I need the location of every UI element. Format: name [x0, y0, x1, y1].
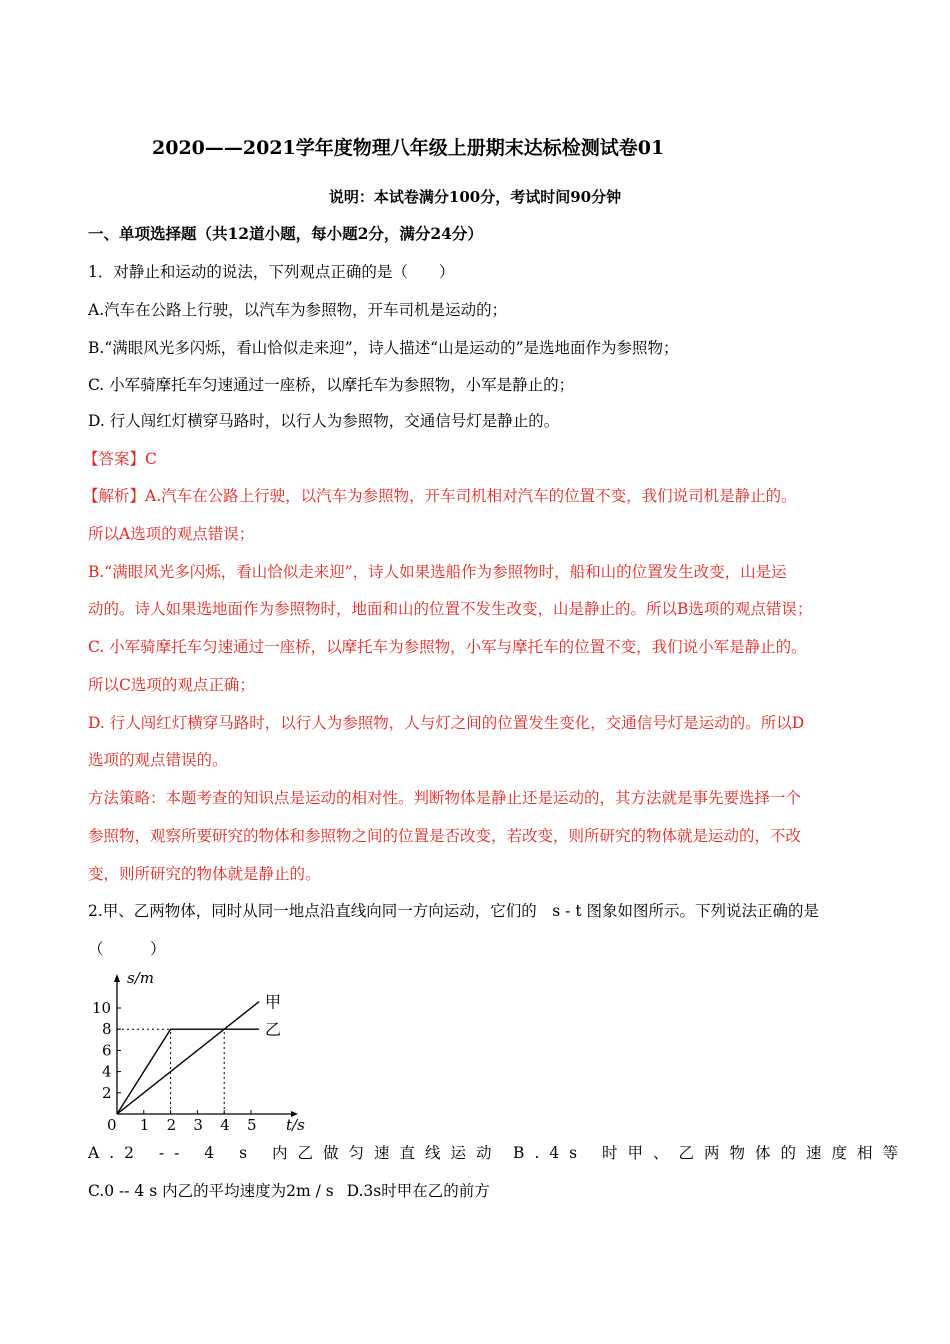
- exam-note: 说明：本试卷满分100分，考试时间90分钟: [328, 188, 622, 206]
- q2-options-row-1: [88, 1141, 909, 1163]
- q1-option-d: D. 行人闯红灯横穿马路时，以行人为参照物，交通信号灯是静止的。: [88, 412, 560, 430]
- series-label: 甲: [265, 992, 282, 1012]
- q2-option-b: B.4s 时甲、乙两物体的速度相等: [513, 1144, 909, 1162]
- q1-analysis-line: 所以C选项的观点正确；: [88, 676, 255, 694]
- x-tick-label: 0: [107, 1116, 117, 1134]
- q1-answer: 【答案】C: [83, 450, 157, 468]
- q1-analysis-line: 动的。诗人如果选地面作为参照物时，地面和山的位置不发生改变，山是静止的。所以B选项的观点错误；: [88, 600, 813, 618]
- q2-options-row-2: [88, 1179, 863, 1201]
- y-tick-label: 6: [102, 1041, 112, 1060]
- q1-option-b: B.“满眼风光多闪烁，看山恰似走来迎”，诗人描述“山是运动的”是选地面作为参照物；: [88, 339, 679, 357]
- page-title: 2020——2021学年度物理八年级上册期末达标检测试卷01: [152, 137, 665, 159]
- x-tick-label: 1: [139, 1116, 150, 1134]
- q1-analysis-line: 【解析】A.汽车在公路上行驶，以汽车为参照物，开车司机相对汽车的位置不变，我们说司机是静止的。: [83, 487, 797, 505]
- q1-analysis-line: 参照物，观察所要研究的物体和参照物之间的位置是否改变，若改变，则所研究的物体就是运动的，不改: [88, 827, 802, 845]
- q2-option-c: C.0 -- 4 s 内乙的平均速度为2m / s: [88, 1182, 334, 1200]
- series-line-jia: [117, 1002, 259, 1114]
- y-tick-label: 8: [102, 1020, 112, 1039]
- q2-option-a: A.2 -- 4 s 内乙做匀速直线运动: [88, 1144, 502, 1162]
- q1-analysis-line: 方法策略：本题考查的知识点是运动的相对性。判断物体是静止还是运动的，其方法就是事先要选择一个: [88, 789, 802, 807]
- q1-analysis-line: C. 小军骑摩托车匀速通过一座桥，以摩托车为参照物，小军与摩托车的位置不变，我们说小军是静止的。: [88, 638, 807, 656]
- q1-option-a: A.汽车在公路上行驶，以汽车为参照物，开车司机是运动的；: [88, 301, 508, 319]
- y-tick-label: 2: [102, 1083, 112, 1102]
- y-tick-label: 10: [92, 999, 112, 1017]
- section-heading: 一、单项选择题（共12道小题，每小题2分，满分24分）: [88, 224, 483, 243]
- x-tick-label: 2: [166, 1116, 177, 1134]
- q1-analysis-line: D. 行人闯红灯横穿马路时，以行人为参照物，人与灯之间的位置发生变化，交通信号灯是运动的。所以D: [88, 714, 805, 732]
- y-axis-arrow: [114, 974, 120, 982]
- x-tick-label: 3: [193, 1116, 203, 1134]
- q1-stem: 1．对静止和运动的说法，下列观点正确的是（ ）: [88, 263, 455, 281]
- q1-analysis-line: 变，则所研究的物体就是静止的。: [88, 865, 321, 883]
- q1-option-c: C. 小军骑摩托车匀速通过一座桥，以摩托车为参照物，小军是静止的；: [88, 376, 575, 394]
- q1-analysis-line: 选项的观点错误的。: [88, 751, 228, 769]
- series-line-yi: [117, 1029, 259, 1114]
- x-tick-label: 5: [247, 1116, 257, 1134]
- q2-stem: 2.甲、乙两物体，同时从同一地点沿直线向同一方向运动，它们的 s - t 图象如图所示。下列说法正确的是: [88, 902, 819, 920]
- s-t-graph: [86, 966, 326, 1136]
- x-axis-label: t/s: [286, 1116, 305, 1134]
- q1-analysis-line: B.“满眼风光多闪烁，看山恰似走来迎”，诗人如果选船作为参照物时，船和山的位置发生改变，山是运: [88, 563, 787, 581]
- q2-option-d: D.3s时甲在乙的前方: [346, 1182, 490, 1200]
- x-tick-label: 4: [220, 1116, 230, 1134]
- y-axis-label: s/m: [127, 969, 154, 987]
- q2-stem-bracket: （ ）: [88, 940, 166, 958]
- series-label: 乙: [265, 1020, 282, 1040]
- q1-analysis-line: 所以A选项的观点错误；: [88, 525, 255, 543]
- y-tick-label: 4: [102, 1062, 112, 1081]
